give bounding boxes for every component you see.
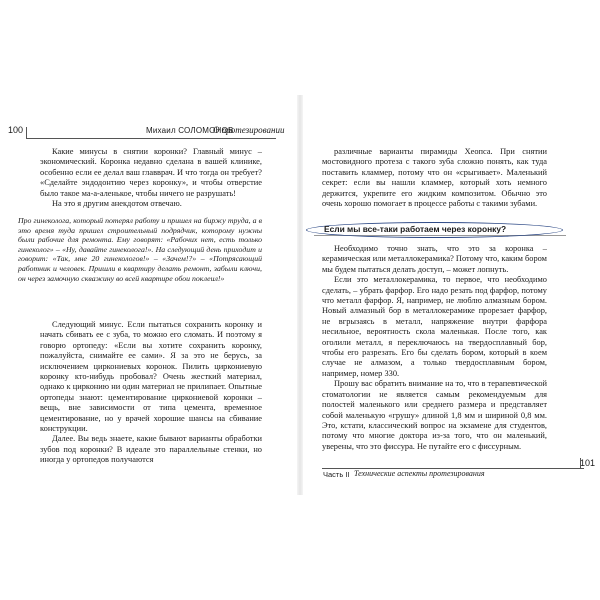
- section-heading: Если мы все-таки работаем через коронку?: [324, 224, 507, 234]
- paragraph: Следующий минус. Если пытаться сохранить коронку и начать сбивать ее с зуба, то можно его сломать. И поэтому я говорю ортопеду: «Если вы хотите сохранить коронку, пожалуйста, снимайте ее сами». Я за это не берусь, за исключением циркониевых коронок. Пилить циркониевую коронку кто-нибудь пробовал? Очень жесткий материал, однако к цирконию ни один материал не прилипает. Опытные ортопеды знают: цементирование циркониевой коронки – вещь, вне зависимости от типа цемента, временное цементирование, но у врачей хорошие шансы на сбивание конструкции.: [40, 320, 262, 434]
- running-foot-chapter: Технические аспекты протезирования: [354, 469, 485, 478]
- quote-text: Про гинеколога, который потерял работу и пришел на биржу труда, а в это время туда пришел строительный подрядчик, которому нужны были рабочие для ремонта. Ему говорят: «Рабочих нет, есть только гинеколог» – «Ну, давайте гинеколога!». На следующий день приходит и говорит: «Так, мне 20 гинекологов!» – «Зачем!?» – «Потрясающий работник и человек. Пришли в квартиру делать ремонт, забыли ключи, он через замочную скважину во всей квартире обои поклеил!»: [18, 216, 262, 283]
- paragraph: На это я другим анекдотом отвечаю.: [52, 199, 182, 209]
- left-text-bottom: [40, 320, 262, 466]
- anecdote-quote: [18, 216, 262, 283]
- header-divider: [26, 127, 27, 138]
- left-page-header: [4, 125, 294, 139]
- right-page: [300, 0, 600, 600]
- paragraph: Прошу вас обратить внимание на то, что в терапевтической стоматологии не является самым рекомендуемым для полостей маленького или среднего размера и представляет собой маленькую «грушу» длиной 1,8 мм и шириной 0,8 мм. Это, кстати, классический вопрос на экзамене для студентов, потому что многие доктора из-за того, что он маленький, уверены, что это фиссура. Не путайте его с фиссурным.: [322, 379, 547, 451]
- paragraph: различные варианты пирамиды Хеопса. При снятии мостовидного протеза с такого зуба сложно понять, как туда поставить кламмер, потому что он «срыгивает». Маленький секрет: если вы нашли кламмер, который хоть немного держится, укрепите его жидким композитом. Обычно это очень хорошо помогает в процессе работы с такими зубами.: [322, 147, 547, 209]
- left-text-top: [40, 147, 262, 209]
- running-head-author: Михаил СОЛОМОНОВ: [146, 126, 234, 135]
- paragraph: Если это металлокерамика, то первое, что необходимо сделать, – убрать фарфор. Его надо резать под фарфор, потому что металл фарфор. Я, например, не люблю алмазным бором. Новый алмазный бор в металлокерамике прорезает фарфор, не вгрызаясь в металл, напряжение внутри фарфора несильное, вероятность скола маленькая. После того, как оголили металл, я переключаюсь на твердосплавный бор, чтобы его разрезать. Его бы сделать бором, который в коем случае не алмазом, а только твердосплавным бором, например, номер 330.: [322, 275, 547, 378]
- header-rule: [26, 138, 276, 139]
- paragraph: Необходимо точно знать, что это за коронка – керамическая или металлокерамика? Потому что, каким бором мы будем пытаться делать доступ, – может лопнуть.: [322, 244, 547, 274]
- running-head-book-title: О протезировании: [213, 125, 285, 135]
- running-foot-part: Часть II: [323, 470, 350, 479]
- paragraph: Какие минусы в снятии коронки? Главный минус – экономический. Коронка недавно сделана в вашей клинике, особенно если ее делал ваш главврач. И что тогда он требует? «Сделайте эндодонтию через коронку», и чтобы отверстие было такое ма-а-аленькое, чтобы ничего не разрушать!: [40, 147, 262, 198]
- paragraph: Далее. Вы ведь знаете, какие бывают варианты обработки зубов под коронки? В идеале это параллельные стенки, но иногда у ортопедов получаются: [40, 434, 262, 465]
- right-page-footer: [310, 456, 595, 478]
- right-page-number: 101: [579, 458, 595, 468]
- right-text-top: [322, 147, 547, 209]
- right-text-bottom: [322, 244, 547, 452]
- left-page-number: 100: [8, 125, 24, 135]
